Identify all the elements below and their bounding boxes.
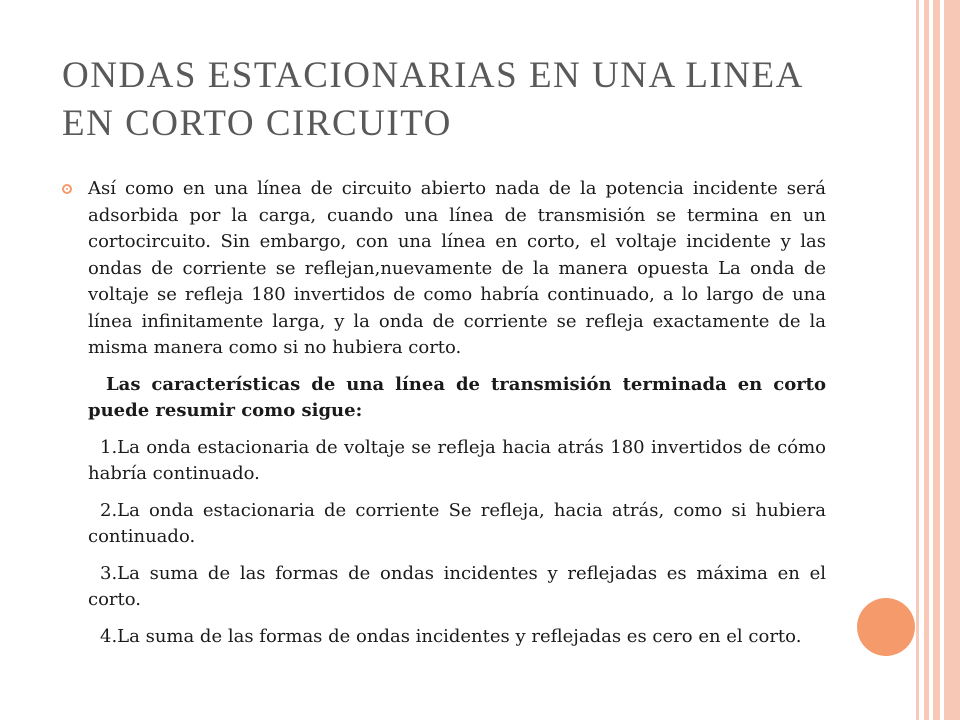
- bullet-paragraph: [62, 176, 826, 362]
- slide-body: [62, 176, 826, 660]
- decorative-circle: [857, 598, 915, 656]
- decorative-stripes: [916, 0, 960, 720]
- paragraph-text: Así como en una línea de circuito abierto nada de la potencia incidente será adsorbida por la carga, cuando una línea de transmisión se termina en un cortocircuito. Sin embargo, con una línea en corto, el voltaje incidente y las ondas de corriente se reflejan,nuevamente de la manera opuesta La onda de voltaje se refleja 180 invertidos de como habría continuado, a lo largo de una línea infinitamente larga, y la onda de corriente se refleja exactamente de la misma manera como si no hubiera corto.: [88, 178, 826, 358]
- list-item: 1.La onda estacionaria de voltaje se refleja hacia atrás 180 invertidos de cómo habría continuado.: [88, 436, 826, 484]
- stripe: [944, 0, 960, 720]
- bullet-icon: [62, 184, 72, 194]
- slide-title: ONDAS ESTACIONARIAS EN UNA LINEA EN CORTO CIRCUITO: [62, 55, 802, 144]
- list-item: 2.La onda estacionaria de corriente Se refleja, hacia atrás, como si hubiera continuado.: [88, 499, 826, 547]
- summary-heading: Las características de una línea de transmisión terminada en corto puede resumir como sigue:: [88, 373, 826, 421]
- list-item: 4.La suma de las formas de ondas incidentes y reflejadas es cero en el corto.: [100, 625, 802, 647]
- stripe: [916, 0, 919, 720]
- list-item: 3.La suma de las formas de ondas incidentes y reflejadas es máxima en el corto.: [88, 562, 826, 610]
- stripe: [924, 0, 929, 720]
- stripe: [933, 0, 940, 720]
